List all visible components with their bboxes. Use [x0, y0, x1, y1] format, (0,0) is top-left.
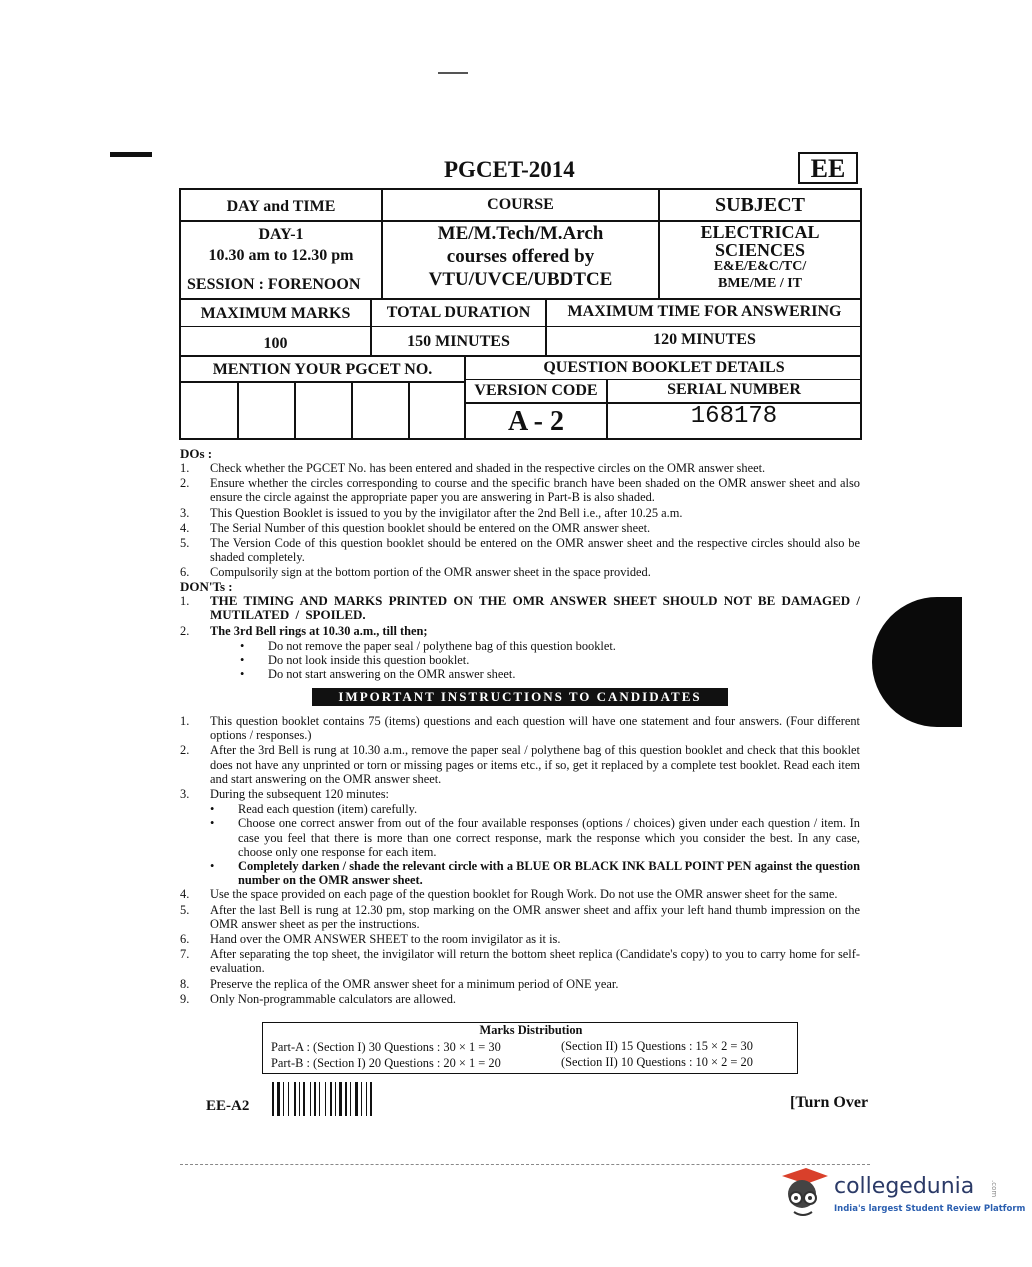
- item-text: Compulsorily sign at the bottom portion of the OMR answer sheet in the space provided.: [210, 565, 651, 580]
- max-marks-label: MAXIMUM MARKS: [200, 305, 351, 322]
- item-number: 1.: [180, 714, 190, 728]
- list-item: [180, 624, 860, 638]
- item-number: 5.: [180, 536, 190, 551]
- marks-part-a-section1: Part-A : (Section I) 30 Questions : 30 × 1 = 30: [271, 1040, 501, 1054]
- course-line: courses offered by: [446, 246, 595, 267]
- barcode-bar: [272, 1082, 274, 1116]
- index-tab: [872, 597, 962, 727]
- serial-number-label: SERIAL NUMBER: [667, 381, 801, 398]
- item-number: 3.: [180, 505, 190, 520]
- list-item: [180, 594, 860, 622]
- marks-title: Marks Distribution: [479, 1023, 583, 1037]
- barcode-bar: [310, 1082, 311, 1116]
- dos-heading: DOs :: [180, 446, 213, 461]
- list-item: [180, 947, 860, 975]
- list-item: [180, 743, 860, 786]
- item-text: THE TIMING AND MARKS PRINTED ON THE OMR ANSWER SHEET SHOULD NOT BE DAMAGED / MUTILATED / SPOILED.: [210, 593, 860, 623]
- bullet-text: Choose one correct answer from out of the four available responses (options / choices) given under each question / item. In case you feel that there is more than one correct response, mark the response which you consider the best. In any case, choose only one response for each item.: [238, 816, 860, 859]
- course-line: VTU/UVCE/UBDTCE: [428, 269, 613, 290]
- pgcet-digit-box[interactable]: [237, 381, 239, 440]
- bullet-item: [210, 802, 860, 816]
- barcode-bar: [314, 1082, 316, 1116]
- subject-code-box: EE: [798, 152, 858, 184]
- item-text: This question booklet contains 75 (items) questions and each question will have one statement and four answers. (Four different options / responses.): [210, 714, 860, 743]
- session-label: SESSION : FORENOON: [187, 276, 361, 293]
- table-line: [179, 326, 862, 327]
- item-text: After the last Bell is rung at 12.30 pm, stop marking on the OMR answer sheet and affix your left hand thumb impression on the OMR answer sheet as per the instructions.: [210, 902, 860, 931]
- marks-distribution-box: [262, 1022, 798, 1074]
- list-item: [180, 887, 860, 901]
- list-item: [180, 506, 860, 520]
- cut-line: [180, 1164, 870, 1165]
- list-item: [180, 992, 860, 1006]
- barcode-bar: [288, 1082, 289, 1116]
- item-text: Hand over the OMR ANSWER SHEET to the room invigilator as it is.: [210, 932, 561, 947]
- list-item: [180, 932, 860, 946]
- item-text: Preserve the replica of the OMR answer sheet for a minimum period of ONE year.: [210, 976, 619, 991]
- subject-line: SCIENCES: [714, 239, 806, 260]
- item-text: After separating the top sheet, the invigilator will return the bottom sheet replica (Candidate's copy) to you to carry home for self-evaluation.: [210, 947, 860, 976]
- version-code-value: A - 2: [508, 406, 564, 437]
- subject-line: E&E/E&C/TC/: [713, 259, 807, 274]
- page-title: PGCET-2014: [444, 157, 575, 182]
- item-number: 8.: [180, 976, 190, 991]
- list-item: [180, 565, 860, 579]
- bullet-item: [240, 653, 860, 667]
- barcode: [272, 1082, 430, 1116]
- bullet-text: Completely darken / shade the relevant circle with a BLUE OR BLACK INK BALL POINT PEN against the question number on the OMR answer sheet.: [238, 859, 860, 888]
- barcode-bar: [335, 1082, 336, 1116]
- version-code-label: VERSION CODE: [474, 382, 598, 399]
- total-duration-value: 150 MINUTES: [407, 333, 510, 350]
- item-text: The Serial Number of this question booklet should be entered on the OMR answer sheet.: [210, 520, 651, 535]
- day-time-header: DAY and TIME: [226, 198, 336, 215]
- pgcet-digit-box[interactable]: [351, 381, 353, 440]
- turn-over: [Turn Over: [790, 1094, 869, 1111]
- item-text: Use the space provided on each page of the question booklet for Rough Work. Do not use the OMR answer sheet for the same.: [210, 887, 838, 902]
- instructions-banner: IMPORTANT INSTRUCTIONS TO CANDIDATES: [312, 688, 728, 706]
- subject-line: ELECTRICAL: [700, 221, 820, 242]
- marks-part-a-section2: (Section II) 15 Questions : 15 × 2 = 30: [561, 1039, 753, 1053]
- serial-number-value: 168178: [690, 402, 778, 430]
- item-number: 4.: [180, 887, 190, 902]
- item-number: 3.: [180, 787, 190, 802]
- list-item: [180, 977, 860, 991]
- subject-header: SUBJECT: [714, 193, 806, 216]
- list-item: [180, 461, 860, 475]
- barcode-bar: [299, 1082, 300, 1116]
- brand-com: .com: [990, 1180, 998, 1198]
- table-line: [179, 381, 464, 383]
- item-number: 9.: [180, 991, 190, 1006]
- pgcet-digit-box[interactable]: [408, 381, 410, 440]
- bullet-icon: •: [240, 667, 245, 682]
- item-text: Only Non-programmable calculators are allowed.: [210, 991, 456, 1006]
- total-duration-label: TOTAL DURATION: [386, 304, 531, 321]
- item-text: During the subsequent 120 minutes:: [210, 787, 389, 802]
- brand-name: collegedunia: [834, 1174, 975, 1199]
- donts-list: [180, 580, 860, 681]
- time-label: 10.30 am to 12.30 pm: [208, 247, 354, 264]
- max-time-value: 120 MINUTES: [653, 331, 756, 348]
- instructions-list: [180, 714, 860, 1007]
- max-time-label: MAXIMUM TIME FOR ANSWERING: [567, 303, 842, 320]
- list-item: [180, 903, 860, 931]
- bullet-text: Do not start answering on the OMR answer sheet.: [268, 667, 516, 682]
- barcode-bar: [325, 1082, 326, 1116]
- item-number: 7.: [180, 947, 190, 962]
- item-number: 2.: [180, 743, 190, 758]
- item-number: 6.: [180, 565, 190, 580]
- barcode-bar: [345, 1082, 347, 1116]
- bullet-icon: •: [210, 816, 215, 831]
- barcode-bar: [350, 1082, 351, 1116]
- barcode-bar: [319, 1082, 320, 1116]
- barcode-bar: [366, 1082, 367, 1116]
- barcode-bar: [355, 1082, 358, 1116]
- bullet-text: Read each question (item) carefully.: [238, 802, 418, 817]
- marks-part-b-section2: (Section II) 10 Questions : 10 × 2 = 20: [561, 1055, 753, 1069]
- day-label: DAY-1: [258, 226, 304, 243]
- bullet-icon: •: [240, 653, 245, 668]
- mascot-icon: [776, 1164, 832, 1220]
- bullet-icon: •: [210, 859, 215, 874]
- list-item: [180, 787, 860, 801]
- item-number: 6.: [180, 932, 190, 947]
- barcode-bar: [283, 1082, 284, 1116]
- barcode-bar: [361, 1082, 362, 1116]
- course-header: COURSE: [487, 196, 554, 213]
- donts-heading: DON'Ts :: [180, 579, 233, 594]
- stray-mark: [110, 152, 152, 157]
- footer-code: EE-A2: [206, 1098, 250, 1114]
- dos-list: [180, 461, 860, 581]
- bullet-item: [210, 859, 860, 887]
- bullet-text: Do not look inside this question booklet.: [268, 653, 470, 668]
- bullet-item: [240, 667, 860, 681]
- barcode-bar: [294, 1082, 296, 1116]
- barcode-bar: [370, 1082, 372, 1116]
- barcode-bar: [277, 1082, 280, 1116]
- barcode-bar: [339, 1082, 342, 1116]
- item-number: 4.: [180, 520, 190, 535]
- item-number: 1.: [180, 461, 190, 475]
- bullet-text: Do not remove the paper seal / polythene bag of this question booklet.: [268, 638, 616, 653]
- donts-bullets: [180, 639, 860, 682]
- bullet-icon: •: [210, 802, 215, 817]
- pgcet-digit-box[interactable]: [294, 381, 296, 440]
- stray-mark: [438, 72, 468, 74]
- item-text: After the 3rd Bell is rung at 10.30 a.m., remove the paper seal / polythene bag of this question booklet and check that this booklet does not have any unprinted or torn or missing pages or items etc., if so, get it replaced by a complete test booklet. Read each item and start answering on the OMR answer sheet.: [210, 743, 860, 786]
- barcode-bar: [303, 1082, 305, 1116]
- item-number: 5.: [180, 902, 190, 917]
- brand-tagline: India's largest Student Review Platform: [834, 1204, 1026, 1214]
- item-number: 2.: [180, 476, 190, 491]
- list-item: [180, 536, 860, 564]
- max-marks-value: 100: [263, 335, 288, 352]
- item-number: 1.: [180, 594, 190, 609]
- list-item: [180, 476, 860, 504]
- booklet-details-label: QUESTION BOOKLET DETAILS: [543, 359, 785, 376]
- collegedunia-logo: [776, 1164, 1026, 1224]
- item-text: The Version Code of this question booklet should be entered on the OMR answer sheet and the respective circles should also be shaded completely.: [210, 536, 860, 565]
- bullet-item: [240, 639, 860, 653]
- barcode-bar: [330, 1082, 332, 1116]
- item-text: The 3rd Bell rings at 10.30 a.m., till then;: [210, 623, 428, 638]
- bullet-icon: •: [240, 638, 245, 653]
- marks-part-b-section1: Part-B : (Section I) 20 Questions : 20 × 1 = 20: [271, 1056, 501, 1070]
- bullet-item: [210, 816, 860, 859]
- subject-line: BME/ME / IT: [717, 276, 802, 291]
- pgcet-label: MENTION YOUR PGCET NO.: [212, 361, 433, 378]
- list-item: [180, 521, 860, 535]
- list-item: [180, 714, 860, 742]
- item-text: Check whether the PGCET No. has been entered and shaded in the respective circles on the OMR answer sheet.: [210, 461, 766, 475]
- item-text: This Question Booklet is issued to you by the invigilator after the 2nd Bell i.e., after 10.25 a.m.: [210, 505, 683, 520]
- item-number: 2.: [180, 623, 190, 638]
- course-line: ME/M.Tech/M.Arch: [437, 223, 604, 244]
- item-text: Ensure whether the circles corresponding to course and the specific branch have been shaded on the OMR answer sheet and also ensure the circle against the appropriate paper you are answering in Part-B is also shaded.: [210, 476, 860, 505]
